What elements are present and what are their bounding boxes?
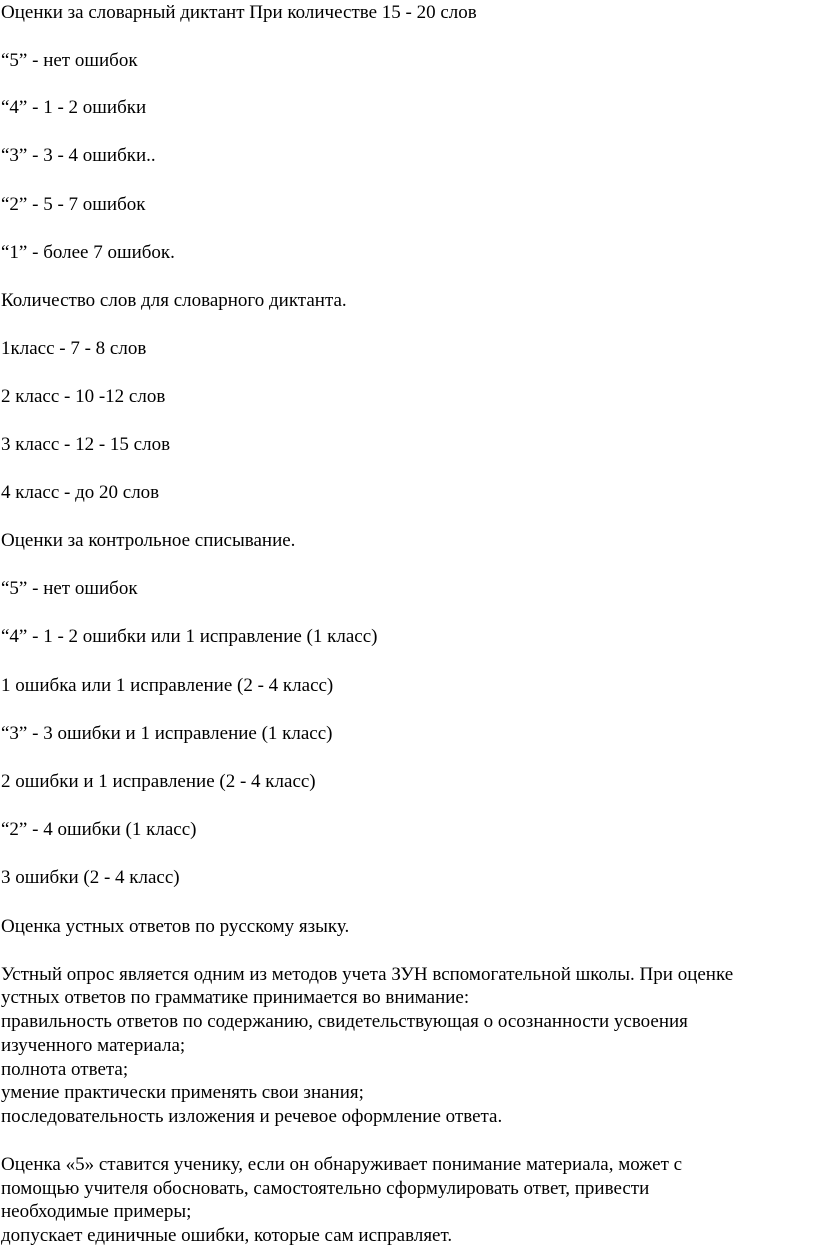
word-count-grade-3: 3 класс - 12 - 15 слов [1, 434, 171, 455]
copying-grade-5: “5” - нет ошибок [1, 578, 138, 599]
copying-grade-3-class-2-4: 2 ошибки и 1 исправление (2 - 4 класс) [1, 771, 316, 792]
oral-paragraph-line-1: Устный опрос является одним из методов учета ЗУН вспомогательной школы. При оценке [1, 964, 734, 985]
word-count-grade-2: 2 класс - 10 -12 слов [1, 386, 166, 407]
copying-grade-2-class-2-4: 3 ошибки (2 - 4 класс) [1, 867, 180, 888]
oral-criterion-sequence: последовательность изложения и речевое оформление ответа. [1, 1106, 503, 1127]
dictation-grade-3: “3” - 3 - 4 ошибки.. [1, 145, 156, 166]
dictation-grades-heading: Оценки за словарный диктант При количестве 15 - 20 слов [1, 2, 477, 23]
oral-criterion-correctness-2: изученного материала; [1, 1035, 186, 1056]
oral-grade-5-line-3: необходимые примеры; [1, 1201, 192, 1222]
copying-grade-2-class-1: “2” - 4 ошибки (1 класс) [1, 819, 197, 840]
oral-paragraph-line-2: устных ответов по грамматике принимается во внимание: [1, 987, 470, 1008]
oral-grade-5-line-4: допускает единичные ошибки, которые сам исправляет. [1, 1225, 453, 1246]
oral-criterion-application: умение практически применять свои знания; [1, 1082, 364, 1103]
dictation-grade-2: “2” - 5 - 7 ошибок [1, 194, 146, 215]
copying-grades-heading: Оценки за контрольное списывание. [1, 530, 296, 551]
oral-grade-5-line-2: помощью учителя обосновать, самостоятельно сформулировать ответ, привести [1, 1178, 650, 1199]
word-count-heading: Количество слов для словарного диктанта. [1, 290, 347, 311]
word-count-grade-4: 4 класс - до 20 слов [1, 482, 160, 503]
dictation-grade-4: “4” - 1 - 2 ошибки [1, 97, 147, 118]
word-count-grade-1: 1класс - 7 - 8 слов [1, 338, 147, 359]
dictation-grade-5: “5” - нет ошибок [1, 50, 138, 71]
copying-grade-4-class-2-4: 1 ошибка или 1 исправление (2 - 4 класс) [1, 675, 334, 696]
oral-answers-heading: Оценка устных ответов по русскому языку. [1, 916, 350, 937]
copying-grade-4-class-1: “4” - 1 - 2 ошибки или 1 исправление (1 класс) [1, 626, 378, 647]
oral-criterion-completeness: полнота ответа; [1, 1059, 129, 1080]
oral-grade-5-line-1: Оценка «5» ставится ученику, если он обнаруживает понимание материала, может с [1, 1154, 683, 1175]
copying-grade-3-class-1: “3” - 3 ошибки и 1 исправление (1 класс) [1, 723, 333, 744]
dictation-grade-1: “1” - более 7 ошибок. [1, 242, 175, 263]
oral-criterion-correctness-1: правильность ответов по содержанию, свидетельствующая о осознанности усвоения [1, 1011, 688, 1032]
